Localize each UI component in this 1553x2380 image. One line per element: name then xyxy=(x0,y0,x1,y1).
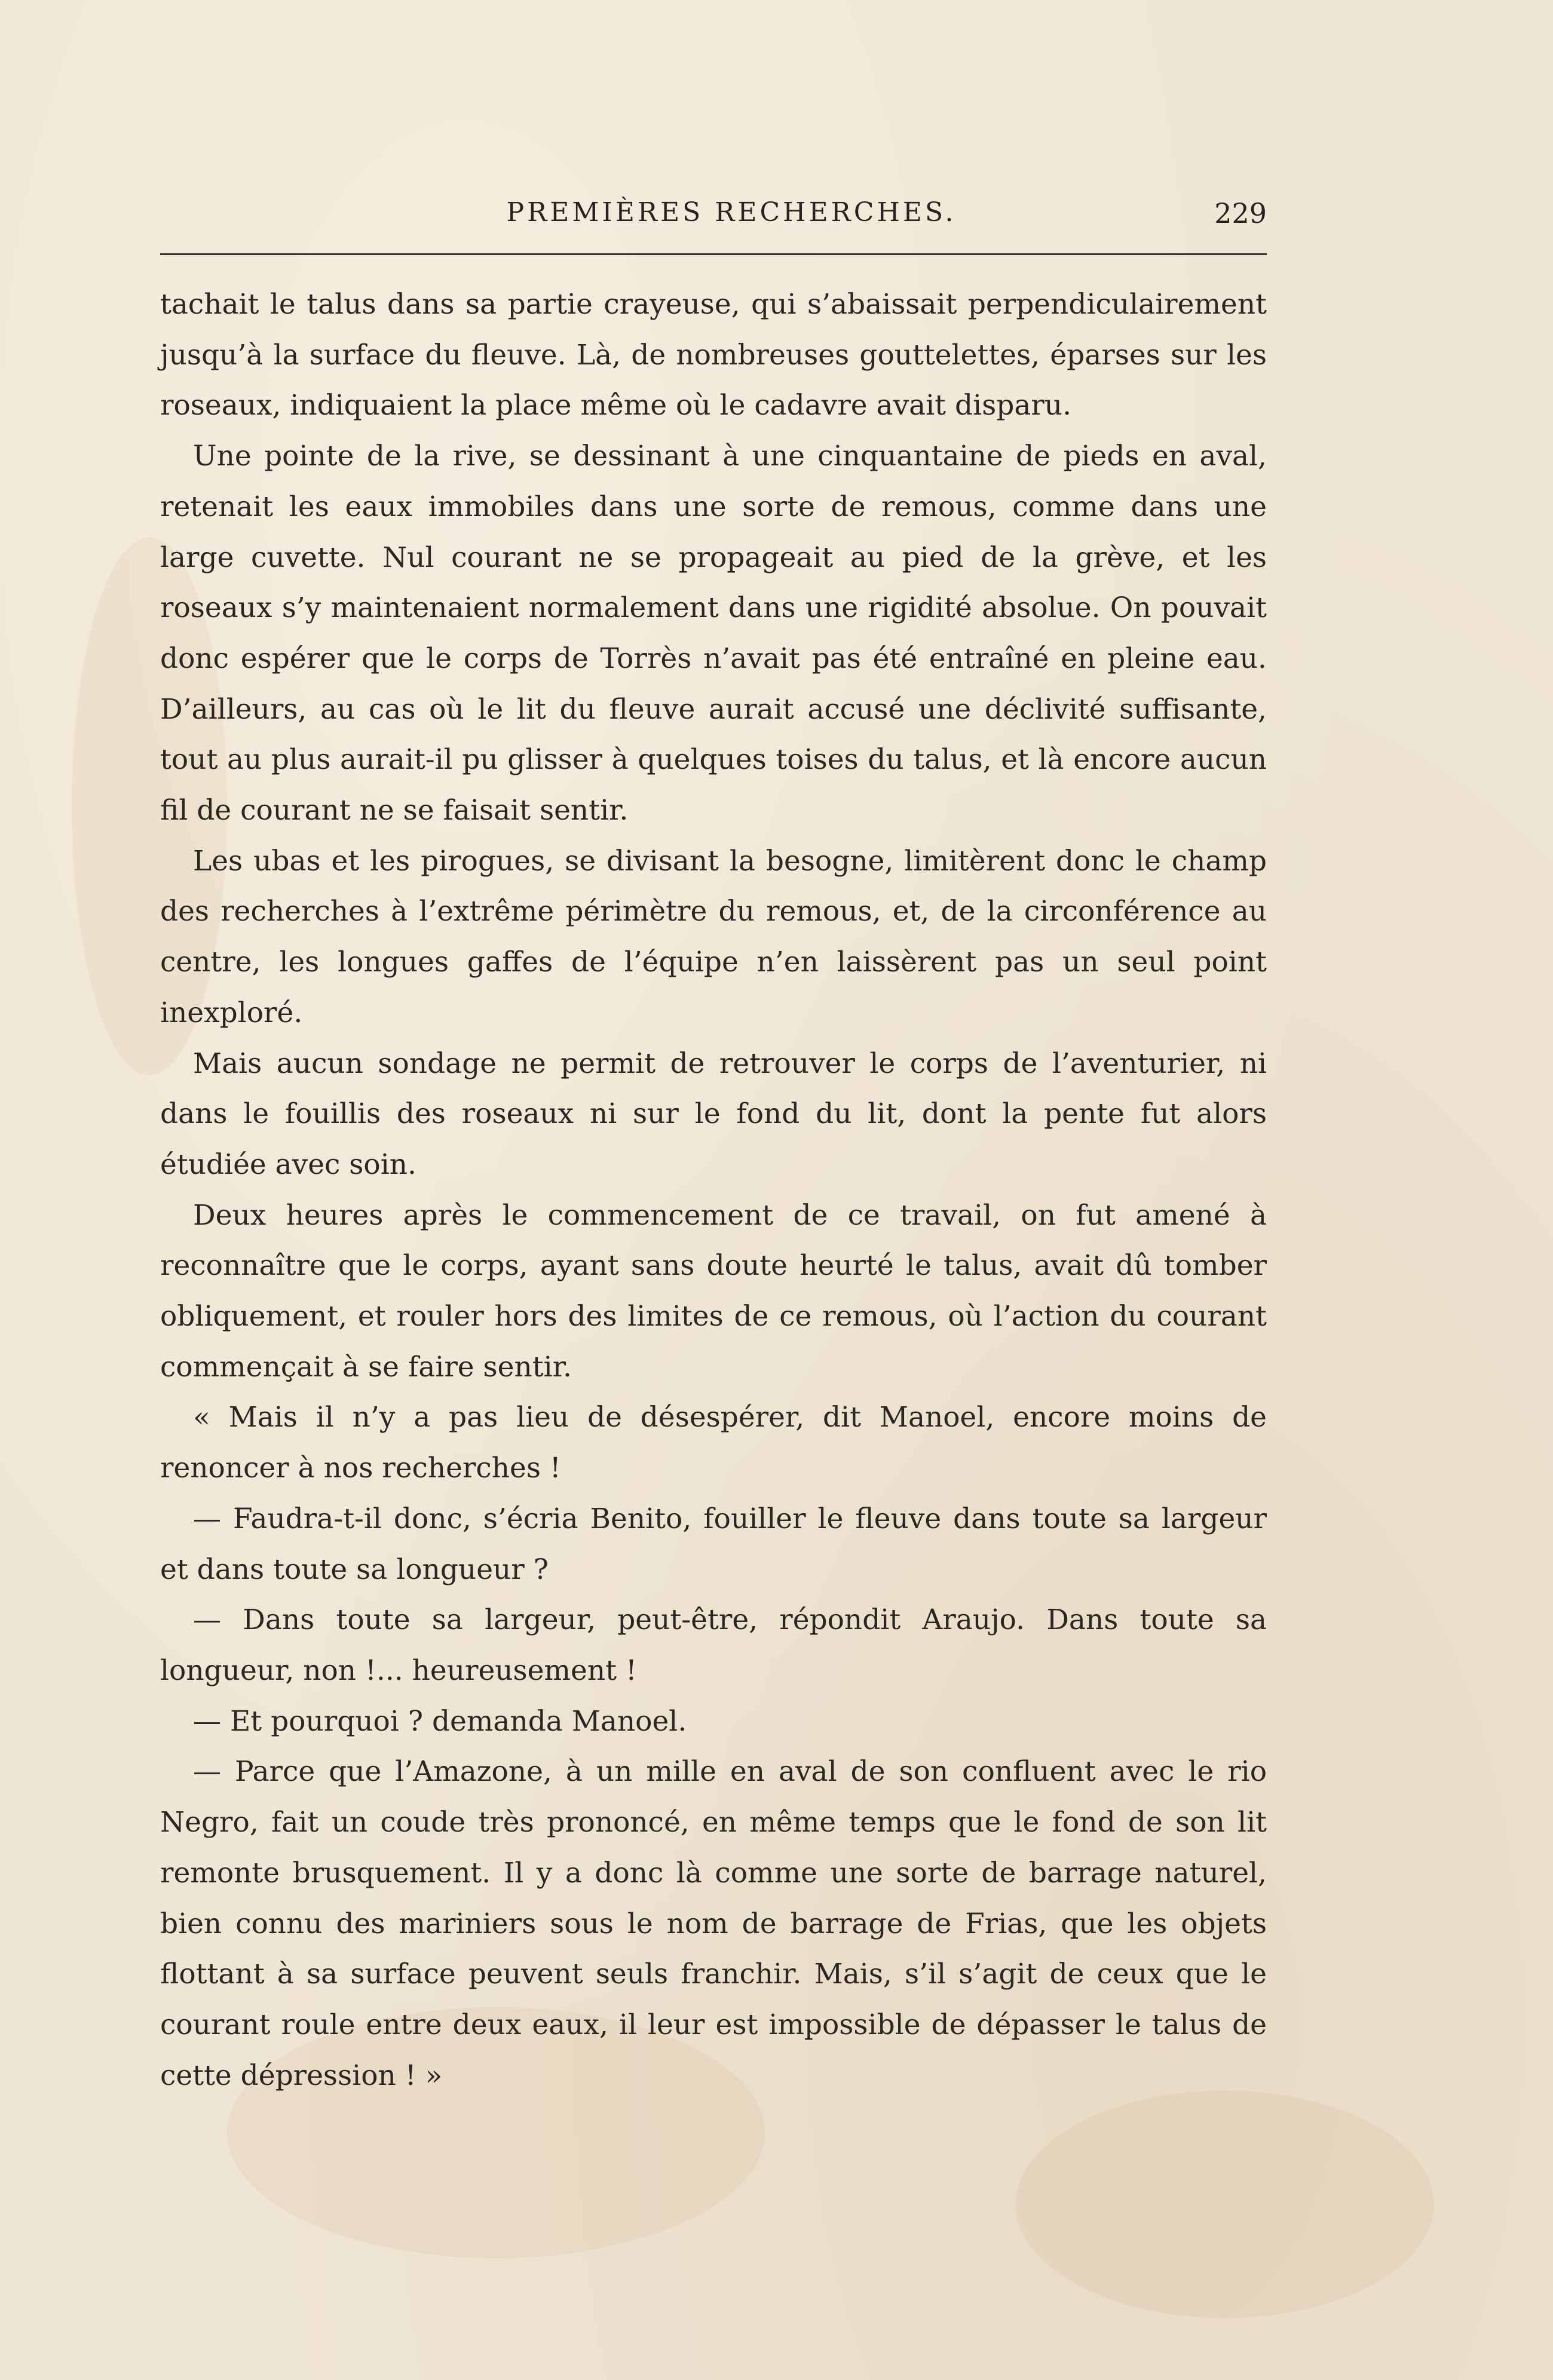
paragraph: Mais aucun sondage ne permit de retrouver le corps de l’aventurier, ni dans le fouillis des roseaux ni sur le fond du lit, dont la pente fut alors étudiée avec soin. xyxy=(160,1047,1267,1181)
paragraph: Les ubas et les pirogues, se divisant la besogne, limitèrent donc le champ des recherches à l’extrême périmètre du remous, et, de la circonférence au centre, les longues gaffes de l’équipe n’en laissèrent pas un seul point inexploré. xyxy=(160,844,1267,1029)
paragraph: Une pointe de la rive, se dessinant à une cinquantaine de pieds en aval, retenait les eaux immobiles dans une sorte de remous, comme dans une large cuvette. Nul courant ne se propageait au pied de la grève, et les roseaux s’y maintenaient normalement dans une rigidité absolue. On pouvait donc espérer que le corps de Torrès n’avait pas été entraîné en pleine eau. D’ailleurs, au cas où le lit du fleuve aurait accusé une déclivité suffisante, tout au plus aurait-il pu glisser à quelques toises du talus, et là encore aucun fil de courant ne se faisait sentir. xyxy=(160,440,1267,827)
dialogue-line: — Faudra-t-il donc, s’écria Benito, fouiller le fleuve dans toute sa largeur et dans toute sa longueur ? xyxy=(160,1502,1267,1586)
dialogue-line: — Dans toute sa largeur, peut-être, répondit Araujo. Dans toute sa longueur, non !... heureusement ! xyxy=(160,1603,1267,1687)
header-rule xyxy=(160,253,1267,255)
dialogue-line: « Mais il n’y a pas lieu de désespérer, dit Manoel, encore moins de renoncer à nos recherches ! xyxy=(160,1401,1267,1485)
paper-stain xyxy=(1016,2091,1434,2318)
running-head xyxy=(160,190,1267,244)
paragraph: tachait le talus dans sa partie crayeuse, qui s’abaissait perpendiculairement jusqu’à la surface du fleuve. Là, de nombreuses gouttelettes, éparses sur les roseaux, indiquaient la place même où le cadavre avait disparu. xyxy=(160,288,1267,422)
dialogue-line: — Parce que l’Amazone, à un mille en aval de son confluent avec le rio Negro, fait un coude très prononcé, en même temps que le fond de son lit remonte brusquement. Il y a donc là comme une sorte de barrage naturel, bien connu des mariniers sous le nom de barrage de Frias, que les objets flottant à sa surface peuvent seuls franchir. Mais, s’il s’agit de ceux que le courant roule entre deux eaux, il leur est impossible de dépasser le talus de cette dépression ! » xyxy=(160,1755,1267,2092)
dialogue-line: — Et pourquoi ? demanda Manoel. xyxy=(193,1704,687,1738)
paragraph: Deux heures après le commencement de ce travail, on fut amené à reconnaître que le corps, ayant sans doute heurté le talus, avait dû tomber obliquement, et rouler hors des limites de ce remous, où l’action du courant commençait à se faire sentir. xyxy=(160,1198,1267,1384)
page-number: 229 xyxy=(1214,197,1267,229)
body-text xyxy=(160,280,1267,2101)
running-title: PREMIÈRES RECHERCHES. xyxy=(506,197,957,228)
